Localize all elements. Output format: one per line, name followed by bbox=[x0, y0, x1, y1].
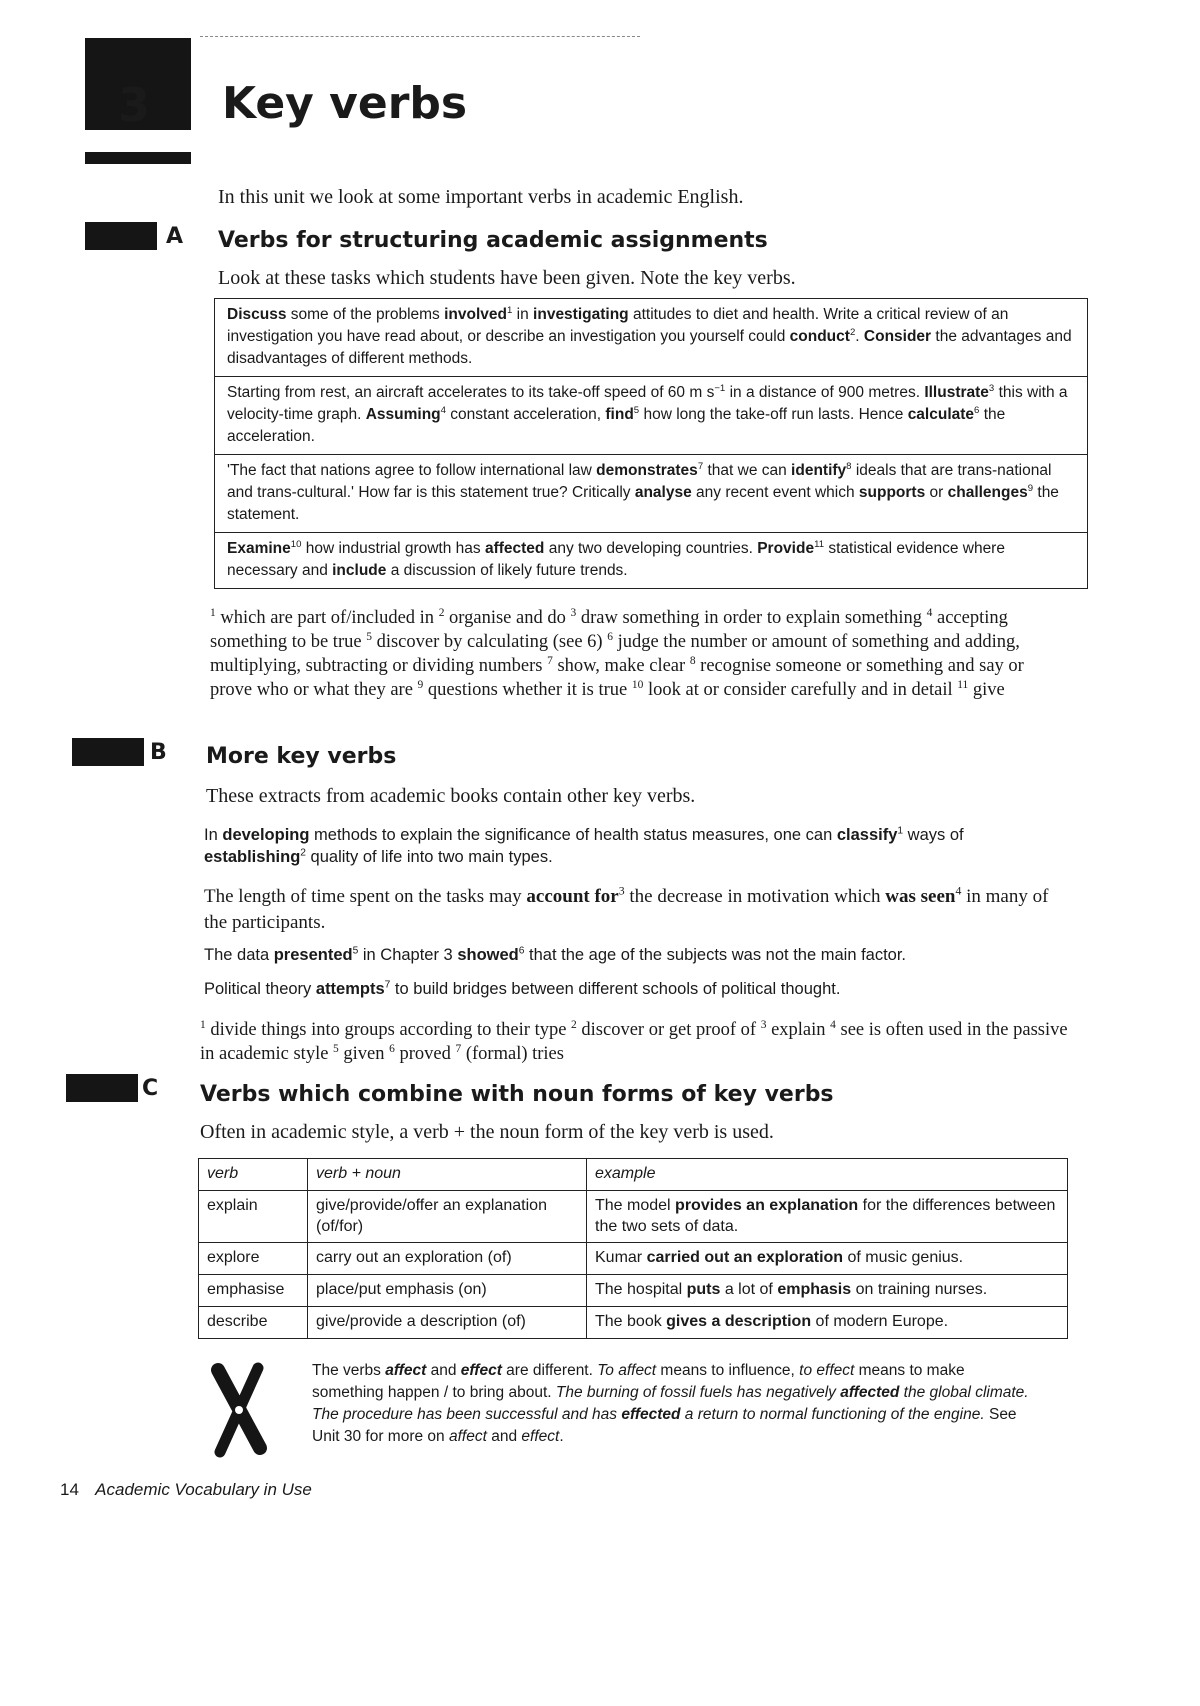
section-a-marker bbox=[85, 222, 157, 250]
example-cell: The book gives a description of modern Europe. bbox=[587, 1306, 1068, 1338]
task-item: 'The fact that nations agree to follow international law demonstrates$^7$ that we can identify$^8$ ideals that are trans-national and trans-cultural.' How far is this statement true? Critically analyse any recent event which supports or challenges$^9$ the statement. bbox=[215, 454, 1087, 532]
task-item: Examine$^{10}$ how industrial growth has affected any two developing countries. Provide$^{11}$ statistical evidence where necessary and include a discussion of likely future trends. bbox=[215, 532, 1087, 588]
table-row bbox=[199, 1243, 1068, 1275]
column-header: verb + noun bbox=[308, 1159, 587, 1191]
extract-item: In developing methods to explain the significance of health status measures, one can classify$^1$ ways of establishing$^2$ quality of life into two main types. bbox=[204, 825, 964, 867]
task-item: Starting from rest, an aircraft accelerates to its take-off speed of 60 m $s^{-1}$ in a distance of 900 metres. Illustrate$^3$ this with a velocity-time graph. Assuming$^4$ constant acceleration, find$^5$ how long the take-off run lasts. Hence calculate$^6$ the acceleration. bbox=[215, 376, 1087, 454]
top-rule bbox=[200, 36, 640, 37]
book-title: Academic Vocabulary in Use bbox=[95, 1480, 312, 1499]
unit-intro: In this unit we look at some important verbs in academic English. bbox=[218, 186, 744, 208]
unit-number: 3 bbox=[118, 78, 151, 132]
task-item: Discuss some of the problems involved$^1$ in investigating attitudes to diet and health. Write a critical review of an investigation you have read about, or describe an investigation you yourself could conduct$^2$. Consider the advantages and disadvantages of different methods. bbox=[227, 304, 1072, 367]
page-footer bbox=[60, 1480, 312, 1500]
table-row bbox=[199, 1275, 1068, 1307]
table-row bbox=[199, 1306, 1068, 1338]
column-header: verb bbox=[199, 1159, 308, 1191]
section-a-intro: Look at these tasks which students have been given. Note the key verbs. bbox=[218, 267, 796, 289]
example-cell: The hospital puts a lot of emphasis on training nurses. bbox=[587, 1275, 1068, 1307]
page-title: Key verbs bbox=[222, 78, 468, 129]
verb-noun-cell: give/provide/offer an explanation (of/for) bbox=[308, 1190, 587, 1243]
section-c-letter: C bbox=[142, 1076, 159, 1101]
unit-bar bbox=[85, 152, 191, 164]
affect-effect-note: The verbs affect and effect are different. To affect means to influence, to effect means to make something happen / to bring about. The burning of fossil fuels has negatively affected the global climate. The procedure has been successful and has effected a return to normal functioning of the engine. See Unit 30 for more on affect and effect. bbox=[312, 1362, 1029, 1445]
section-c-marker bbox=[66, 1074, 138, 1102]
section-b-intro: These extracts from academic books contain other key verbs. bbox=[206, 785, 696, 807]
verb-noun-cell: carry out an exploration (of) bbox=[308, 1243, 587, 1275]
section-b-letter: B bbox=[150, 740, 167, 765]
page-number: 14 bbox=[60, 1480, 79, 1499]
extract-item: The data presented$^5$ in Chapter 3 showed$^6$ that the age of the subjects was not the main factor. bbox=[204, 945, 907, 964]
verb-noun-table bbox=[198, 1158, 1068, 1339]
section-a-letter: A bbox=[166, 224, 184, 249]
task-box bbox=[214, 298, 1088, 589]
section-b-footnotes: $^1$ divide things into groups according to their type $^2$ discover or get proof of $^3$ explain $^4$ see is often used in the passive in academic style $^5$ given $^6$ proved $^7$ (formal) tries bbox=[200, 1018, 1068, 1065]
extract-item: Political theory attempts$^7$ to build bridges between different schools of political thought. bbox=[204, 979, 841, 998]
verb-cell: emphasise bbox=[199, 1275, 308, 1307]
section-b-marker bbox=[72, 738, 144, 766]
section-c-heading: Verbs which combine with noun forms of key verbs bbox=[200, 1082, 834, 1107]
section-a-heading: Verbs for structuring academic assignments bbox=[218, 228, 768, 253]
example-cell: Kumar carried out an exploration of music genius. bbox=[587, 1243, 1068, 1275]
table-row bbox=[199, 1190, 1068, 1243]
verb-cell: describe bbox=[199, 1306, 308, 1338]
verb-noun-cell: give/provide a description (of) bbox=[308, 1306, 587, 1338]
example-cell: The model provides an explanation for the differences between the two sets of data. bbox=[587, 1190, 1068, 1243]
table-header-row bbox=[199, 1159, 1068, 1191]
warning-cross-icon bbox=[208, 1360, 270, 1460]
section-b-heading: More key verbs bbox=[206, 744, 397, 769]
section-a-footnotes: $^1$ which are part of/included in $^2$ organise and do $^3$ draw something in order to explain something $^4$ accepting something to be true $^5$ discover by calculating (see 6) $^6$ judge the number or amount of something and adding, multiplying, subtracting or dividing numbers $^7$ show, make clear $^8$ recognise someone or something and say or prove who or what they are $^9$ questions whether it is true $^{10}$ look at or consider carefully and in detail $^{11}$ give bbox=[210, 606, 1024, 701]
verb-cell: explore bbox=[199, 1243, 308, 1275]
column-header: example bbox=[587, 1159, 1068, 1191]
verb-noun-cell: place/put emphasis (on) bbox=[308, 1275, 587, 1307]
verb-cell: explain bbox=[199, 1190, 308, 1243]
extract-item: The length of time spent on the tasks may account for$^3$ the decrease in motivation which was seen$^4$ in many of the participants. bbox=[204, 884, 1049, 933]
section-c-intro: Often in academic style, a verb + the noun form of the key verb is used. bbox=[200, 1121, 774, 1143]
